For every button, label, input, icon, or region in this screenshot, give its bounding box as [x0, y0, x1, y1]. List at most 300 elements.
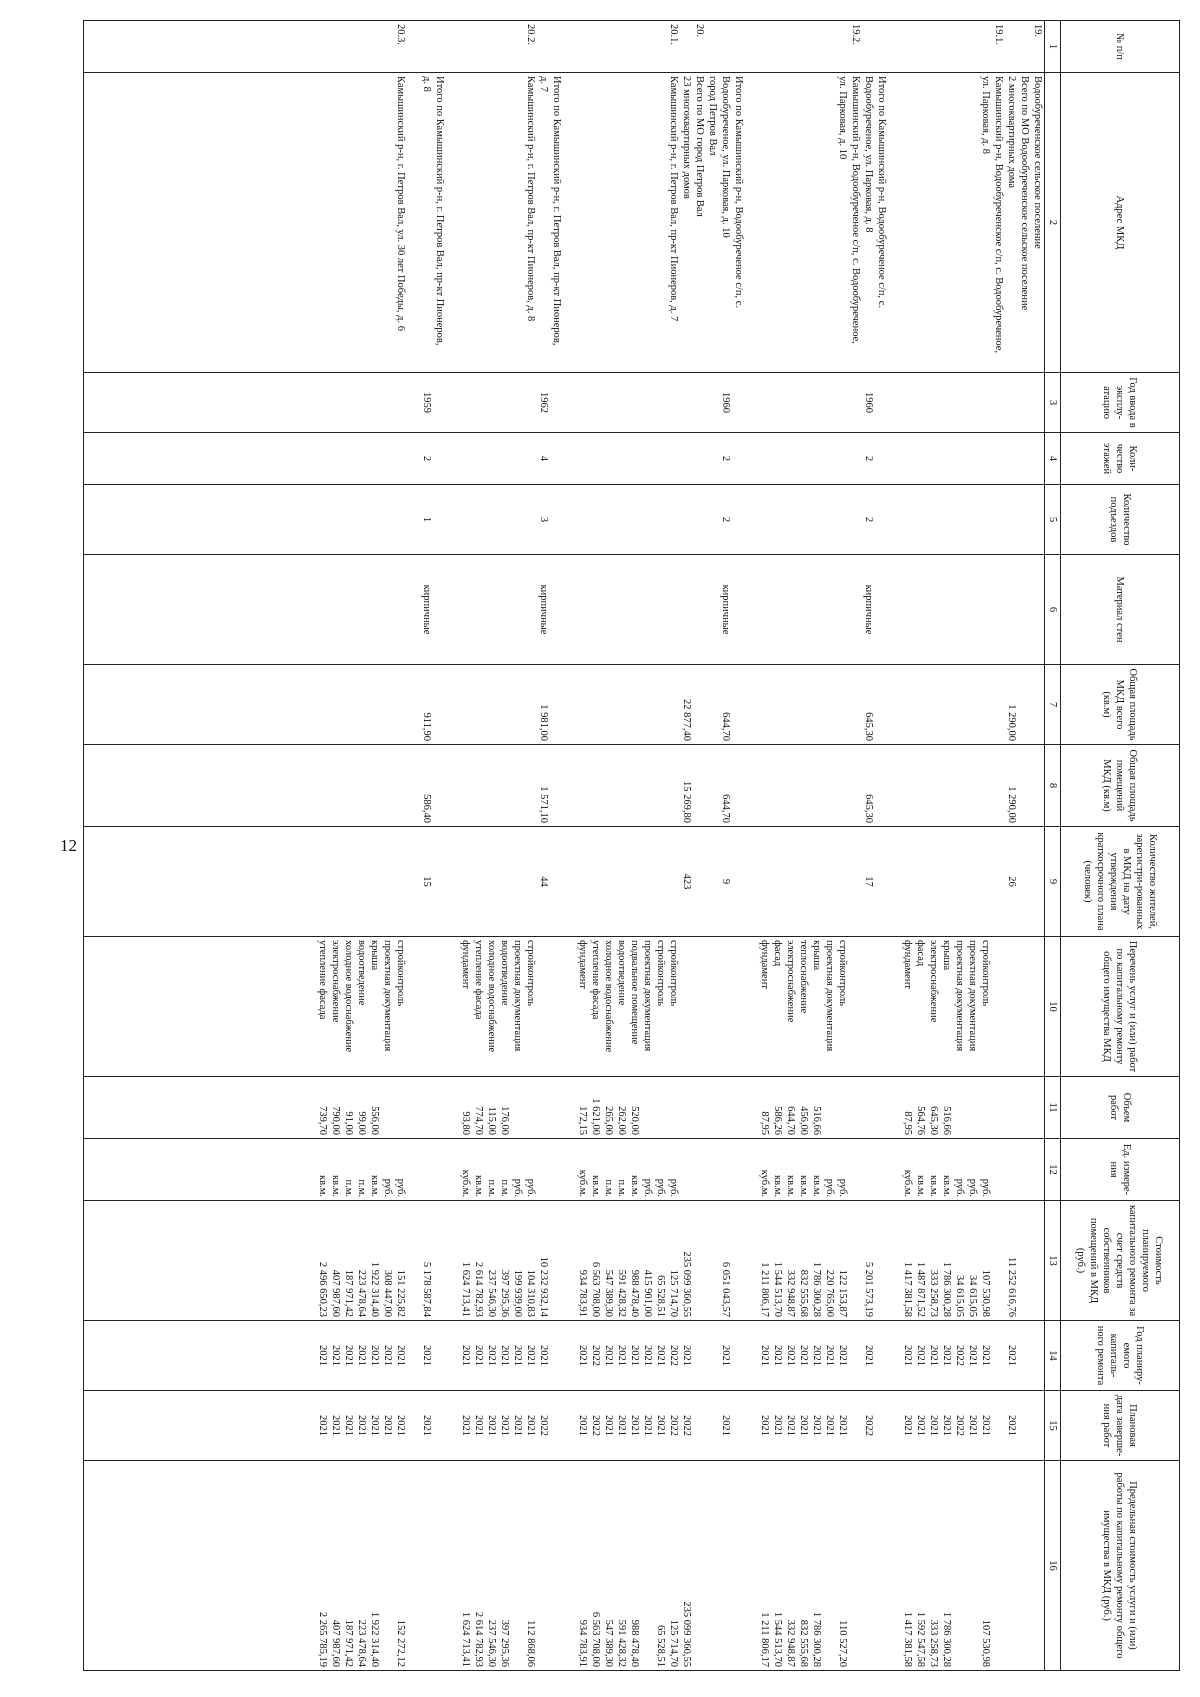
cell-line — [888, 21, 901, 72]
cell-line — [784, 665, 797, 744]
cell-line: проектная документация — [512, 940, 523, 1052]
cell-line — [992, 1391, 1005, 1460]
cell-line — [511, 433, 524, 484]
cell-line — [381, 1077, 394, 1138]
cell-line: стройконтроль — [655, 940, 666, 1007]
cell-line: 2021 — [642, 1345, 653, 1366]
cell-line — [511, 827, 524, 936]
cell-line — [342, 433, 355, 484]
cell-line: 2021 — [941, 1415, 952, 1436]
column-cell-4 — [84, 433, 1045, 485]
cell-line — [667, 745, 680, 826]
cell-line — [602, 665, 615, 744]
cell-line: 1960 — [720, 392, 731, 413]
cell-line — [433, 827, 446, 936]
cell-line: 2021 — [460, 1345, 471, 1366]
cell-line — [927, 373, 940, 432]
cell-line: 87,95 — [902, 1111, 913, 1135]
column-cell-7 — [84, 665, 1045, 745]
cell-line — [836, 555, 849, 664]
cell-line — [823, 73, 836, 372]
cell-line: 2021 — [798, 1345, 809, 1366]
cell-line — [732, 21, 745, 72]
cell-line: 586,40 — [421, 794, 432, 823]
cell-line: 1 290,00 — [1006, 704, 1017, 741]
cell-line: руб. — [837, 1178, 848, 1197]
cell-line: 1 290,00 — [1006, 786, 1017, 823]
cell-line: 11 252 616,76 — [1006, 1257, 1017, 1317]
cell-line: 934 783,91 — [577, 1619, 588, 1667]
column-cell-16 — [84, 1461, 1045, 1671]
cell-line: 2022 — [954, 1415, 965, 1436]
cell-line: 1959 — [421, 392, 432, 413]
cell-line — [446, 1201, 459, 1320]
cell-line: п.м. — [356, 1179, 367, 1197]
cell-line — [407, 1461, 420, 1670]
cell-line: 2021 — [720, 1345, 731, 1366]
cell-line: 2021 — [382, 1415, 393, 1436]
cell-line — [888, 485, 901, 554]
cell-line — [732, 433, 745, 484]
cell-line — [992, 1139, 1005, 1200]
cell-line — [446, 827, 459, 936]
cell-line: 2021 — [863, 1345, 874, 1366]
cell-line — [511, 1461, 524, 1670]
cell-line — [836, 827, 849, 936]
cell-line: крыша — [369, 940, 380, 971]
cell-line: 20.3. — [395, 24, 406, 45]
cell-line — [693, 1321, 706, 1390]
cell-line: 2022 — [954, 1345, 965, 1366]
cell-line — [745, 373, 758, 432]
cell-line — [810, 555, 823, 664]
cell-line — [615, 433, 628, 484]
cell-line — [706, 1321, 719, 1390]
column-cell-3 — [84, 373, 1045, 433]
cell-line: 1 786 300,28 — [811, 1261, 822, 1317]
cell-line — [654, 433, 667, 484]
cell-line — [433, 555, 446, 664]
cell-line: 520,00 — [629, 1106, 640, 1135]
cell-line — [771, 745, 784, 826]
cell-line — [706, 1077, 719, 1138]
cell-line: 237 546,30 — [486, 1619, 497, 1667]
cell-line — [329, 21, 342, 72]
cell-line — [524, 433, 537, 484]
cell-line: 5 178 587,84 — [421, 1261, 432, 1317]
cell-line: кирпичные — [720, 584, 731, 635]
cell-line — [602, 745, 615, 826]
cell-line — [550, 373, 563, 432]
cell-line: 2021 — [824, 1345, 835, 1366]
cell-line — [706, 485, 719, 554]
cell-line — [966, 485, 979, 554]
cell-line — [446, 73, 459, 372]
cell-line: 87,95 — [759, 1111, 770, 1135]
cell-line — [1031, 1461, 1044, 1670]
column-header-6: Материал стен — [1061, 555, 1180, 665]
cell-line — [745, 745, 758, 826]
cell-line — [810, 433, 823, 484]
cell-line — [654, 73, 667, 372]
cell-line — [914, 827, 927, 936]
cell-line: 423 — [681, 873, 692, 890]
cell-line: Водообуреченское сельское поселение — [1032, 76, 1043, 249]
cell-line — [966, 555, 979, 664]
cell-line: электроснабжение — [785, 940, 796, 1023]
column-number-row — [1045, 21, 1061, 1671]
cell-line — [680, 1139, 693, 1200]
column-header-1: № п/п — [1061, 21, 1180, 73]
cell-line: 122 153,87 — [837, 1269, 848, 1317]
cell-line: 2021 — [525, 1415, 536, 1436]
cell-line: кв.м. — [590, 1175, 601, 1197]
cell-line: 2022 — [863, 1415, 874, 1436]
cell-line — [901, 555, 914, 664]
cell-line — [940, 21, 953, 72]
cell-line: 547 389,30 — [603, 1269, 614, 1317]
cell-line — [563, 827, 576, 936]
column-cell-8 — [84, 745, 1045, 827]
cell-line — [927, 555, 940, 664]
cell-line: проектная документация — [967, 940, 978, 1052]
cell-line: кв.м. — [941, 1175, 952, 1197]
cell-line — [316, 73, 329, 372]
cell-line: руб. — [395, 1178, 406, 1197]
cell-line: руб. — [954, 1178, 965, 1197]
cell-line — [628, 21, 641, 72]
cell-line — [407, 745, 420, 826]
cell-line — [914, 433, 927, 484]
column-cell-6 — [84, 555, 1045, 665]
cell-line — [342, 745, 355, 826]
cell-line — [862, 937, 875, 1076]
cell-line — [849, 1391, 862, 1460]
cell-line — [459, 555, 472, 664]
cell-line — [407, 665, 420, 744]
cell-line — [901, 21, 914, 72]
cell-line: 223 478,64 — [356, 1619, 367, 1667]
cell-line — [784, 485, 797, 554]
cell-line — [667, 1077, 680, 1138]
cell-line — [524, 555, 537, 664]
cell-line: теплоснабжение — [798, 940, 809, 1014]
cell-line — [1005, 433, 1018, 484]
cell-line: куб.м. — [902, 1169, 913, 1197]
cell-line — [1005, 555, 1018, 664]
cell-line: 1 487 871,52 — [915, 1261, 926, 1317]
cell-line — [914, 665, 927, 744]
cell-line: 1 786 300,28 — [811, 1611, 822, 1667]
cell-line — [784, 745, 797, 826]
cell-line — [758, 485, 771, 554]
cell-line — [966, 73, 979, 372]
cell-line: 1960 — [863, 392, 874, 413]
cell-line: 2021 — [356, 1415, 367, 1436]
cell-line — [992, 555, 1005, 664]
cell-line — [836, 1077, 849, 1138]
column-number-8: 8 — [1045, 745, 1061, 827]
cell-line — [914, 745, 927, 826]
cell-line: 152 272,12 — [395, 1619, 406, 1667]
cell-line — [602, 73, 615, 372]
cell-line — [914, 485, 927, 554]
cell-line — [316, 373, 329, 432]
cell-line: 988 478,40 — [629, 1619, 640, 1667]
cell-line — [693, 433, 706, 484]
cell-line — [758, 433, 771, 484]
cell-line: 65 528,51 — [655, 1275, 666, 1317]
table-body-row — [84, 21, 1045, 1671]
cell-line — [355, 485, 368, 554]
cell-line — [316, 433, 329, 484]
rotated-table-container — [60, 20, 1180, 1670]
cell-line — [433, 1077, 446, 1138]
cell-line — [407, 373, 420, 432]
header-row — [1061, 21, 1180, 1671]
cell-line — [1018, 21, 1031, 72]
column-number-2: 2 — [1045, 73, 1061, 373]
cell-line — [875, 1077, 888, 1138]
cell-line: 2021 — [538, 1345, 549, 1366]
cell-line — [940, 485, 953, 554]
cell-line — [433, 1201, 446, 1320]
cell-line — [511, 21, 524, 72]
cell-line — [1031, 937, 1044, 1076]
cell-line — [446, 937, 459, 1076]
cell-line: 456,00 — [798, 1106, 809, 1135]
cell-line: электроснабжение — [330, 940, 341, 1023]
cell-line: куб.м. — [759, 1169, 770, 1197]
cell-line — [368, 485, 381, 554]
cell-line — [628, 827, 641, 936]
cell-line — [797, 555, 810, 664]
cell-line — [472, 827, 485, 936]
cell-line — [888, 827, 901, 936]
cell-line — [381, 73, 394, 372]
cell-line — [498, 73, 511, 372]
cell-line — [1031, 827, 1044, 936]
cell-line: руб. — [655, 1178, 666, 1197]
cell-line — [927, 73, 940, 372]
cell-line — [446, 555, 459, 664]
cell-line — [1005, 373, 1018, 432]
cell-line — [940, 373, 953, 432]
cell-line: 22 877,40 — [681, 699, 692, 741]
cell-line — [888, 745, 901, 826]
cell-line — [433, 21, 446, 72]
cell-line — [875, 1391, 888, 1460]
cell-line — [537, 1077, 550, 1138]
cell-line — [823, 827, 836, 936]
cell-line — [1005, 1461, 1018, 1670]
cell-line — [693, 1077, 706, 1138]
cell-line — [1018, 1201, 1031, 1320]
cell-line: 1 621,00 — [590, 1098, 601, 1135]
cell-line — [901, 373, 914, 432]
cell-line — [433, 1321, 446, 1390]
column-cell-10 — [84, 937, 1045, 1077]
cell-line — [732, 665, 745, 744]
cell-line: 93,80 — [460, 1111, 471, 1135]
cell-line — [1018, 937, 1031, 1076]
column-header-11: Объем работ — [1061, 1077, 1180, 1139]
cell-line — [953, 1077, 966, 1138]
cell-line: 1 624 713,41 — [460, 1261, 471, 1317]
cell-line: кирпичные — [863, 584, 874, 635]
cell-line: 2022 — [590, 1415, 601, 1436]
cell-line — [563, 555, 576, 664]
cell-line — [654, 21, 667, 72]
cell-line — [849, 937, 862, 1076]
cell-line — [693, 1461, 706, 1670]
cell-line — [953, 745, 966, 826]
cell-line — [992, 1321, 1005, 1390]
cell-line — [329, 665, 342, 744]
cell-line: 20.1. — [668, 24, 679, 45]
cell-line: 2022 — [668, 1345, 679, 1366]
column-header-10: Перечень услуг и (или) работ по капитальному ремонту общего имущества МКД — [1061, 937, 1180, 1077]
column-number-3: 3 — [1045, 373, 1061, 433]
cell-line — [563, 373, 576, 432]
cell-line: 187 971,42 — [343, 1269, 354, 1317]
cell-line — [576, 665, 589, 744]
cell-line — [732, 485, 745, 554]
cell-line — [446, 433, 459, 484]
cell-line — [966, 21, 979, 72]
cell-line — [888, 1391, 901, 1460]
cell-line: 2021 — [616, 1345, 627, 1366]
cell-line — [407, 485, 420, 554]
cell-line: 235 099 360,55 — [681, 1601, 692, 1667]
cell-line — [927, 485, 940, 554]
cell-line: 2021 — [980, 1345, 991, 1366]
cell-line: Камышинский р-н, Водообуреченское с/п, с. Водообуреченое, — [993, 76, 1004, 354]
column-number-12: 12 — [1045, 1139, 1061, 1201]
cell-line — [953, 373, 966, 432]
cell-line — [563, 1461, 576, 1670]
cell-line: фасад — [772, 940, 783, 967]
cell-line — [563, 1391, 576, 1460]
cell-line — [498, 373, 511, 432]
cell-line — [953, 73, 966, 372]
cell-line — [693, 1391, 706, 1460]
cell-line: 5 201 573,19 — [863, 1261, 874, 1317]
cell-line — [355, 665, 368, 744]
cell-line — [550, 21, 563, 72]
cell-line — [537, 21, 550, 72]
column-number-11: 11 — [1045, 1077, 1061, 1139]
cell-line: подвальное помещение — [629, 940, 640, 1045]
cell-line — [602, 827, 615, 936]
cell-line: 774,70 — [473, 1106, 484, 1135]
cell-line — [433, 433, 446, 484]
cell-line — [498, 665, 511, 744]
cell-line: 2 614 782,93 — [473, 1611, 484, 1667]
cell-line — [732, 827, 745, 936]
cell-line — [368, 665, 381, 744]
cell-line — [589, 21, 602, 72]
cell-line: руб. — [512, 1178, 523, 1197]
cell-line — [1031, 485, 1044, 554]
cell-line: 2021 — [421, 1345, 432, 1366]
cell-line — [498, 485, 511, 554]
cell-line: п.м. — [616, 1179, 627, 1197]
cell-line: 1 786 300,28 — [941, 1611, 952, 1667]
cell-line: 2021 — [486, 1415, 497, 1436]
cell-line: холодное водоснабжение — [343, 940, 354, 1053]
cell-line — [407, 21, 420, 72]
cell-line: 110 527,20 — [837, 1620, 848, 1667]
cell-line — [771, 555, 784, 664]
cell-line: кв.м. — [928, 1175, 939, 1197]
cell-line — [381, 433, 394, 484]
cell-line: утепление фасада — [590, 940, 601, 1020]
cell-line: 2021 — [330, 1345, 341, 1366]
cell-line — [1031, 745, 1044, 826]
cell-line — [355, 827, 368, 936]
cell-line — [485, 21, 498, 72]
cell-line — [992, 665, 1005, 744]
cell-line — [888, 73, 901, 372]
cell-line: кв.м. — [915, 1175, 926, 1197]
cell-line: 2021 — [525, 1345, 536, 1366]
cell-line: 115,00 — [486, 1106, 497, 1135]
cell-line — [1031, 1139, 1044, 1200]
cell-line — [654, 745, 667, 826]
cell-line — [1018, 1077, 1031, 1138]
cell-line — [797, 745, 810, 826]
cell-line — [459, 485, 472, 554]
cell-line — [355, 555, 368, 664]
cell-line: куб.м. — [460, 1169, 471, 1197]
cell-line — [680, 485, 693, 554]
cell-line — [914, 373, 927, 432]
cell-line — [966, 433, 979, 484]
cell-line — [550, 1461, 563, 1670]
cell-line — [641, 485, 654, 554]
cell-line — [875, 21, 888, 72]
column-cell-11 — [84, 1077, 1045, 1139]
cell-line — [745, 21, 758, 72]
cell-line: 2021 — [902, 1345, 913, 1366]
cell-line: 9 — [720, 878, 731, 885]
cell-line — [940, 73, 953, 372]
cell-line — [459, 745, 472, 826]
cell-line — [888, 665, 901, 744]
cell-line: 2021 — [915, 1415, 926, 1436]
cell-line — [992, 1201, 1005, 1320]
cell-line — [706, 1201, 719, 1320]
cell-line: 2022 — [538, 1415, 549, 1436]
cell-line: 988 478,40 — [629, 1269, 640, 1317]
cell-line — [511, 73, 524, 372]
cell-line: 911,90 — [421, 712, 432, 741]
cell-line — [563, 21, 576, 72]
cell-line — [719, 21, 732, 72]
cell-line — [901, 665, 914, 744]
cell-line — [706, 1391, 719, 1460]
cell-line — [407, 1321, 420, 1390]
cell-line — [992, 485, 1005, 554]
cell-line — [862, 1139, 875, 1200]
cell-line: 91,00 — [343, 1111, 354, 1135]
cell-line — [641, 433, 654, 484]
cell-line — [1005, 1077, 1018, 1138]
cell-line: Всего по МО город Петров Вал — [694, 76, 705, 217]
cell-line — [446, 745, 459, 826]
cell-line — [316, 555, 329, 664]
